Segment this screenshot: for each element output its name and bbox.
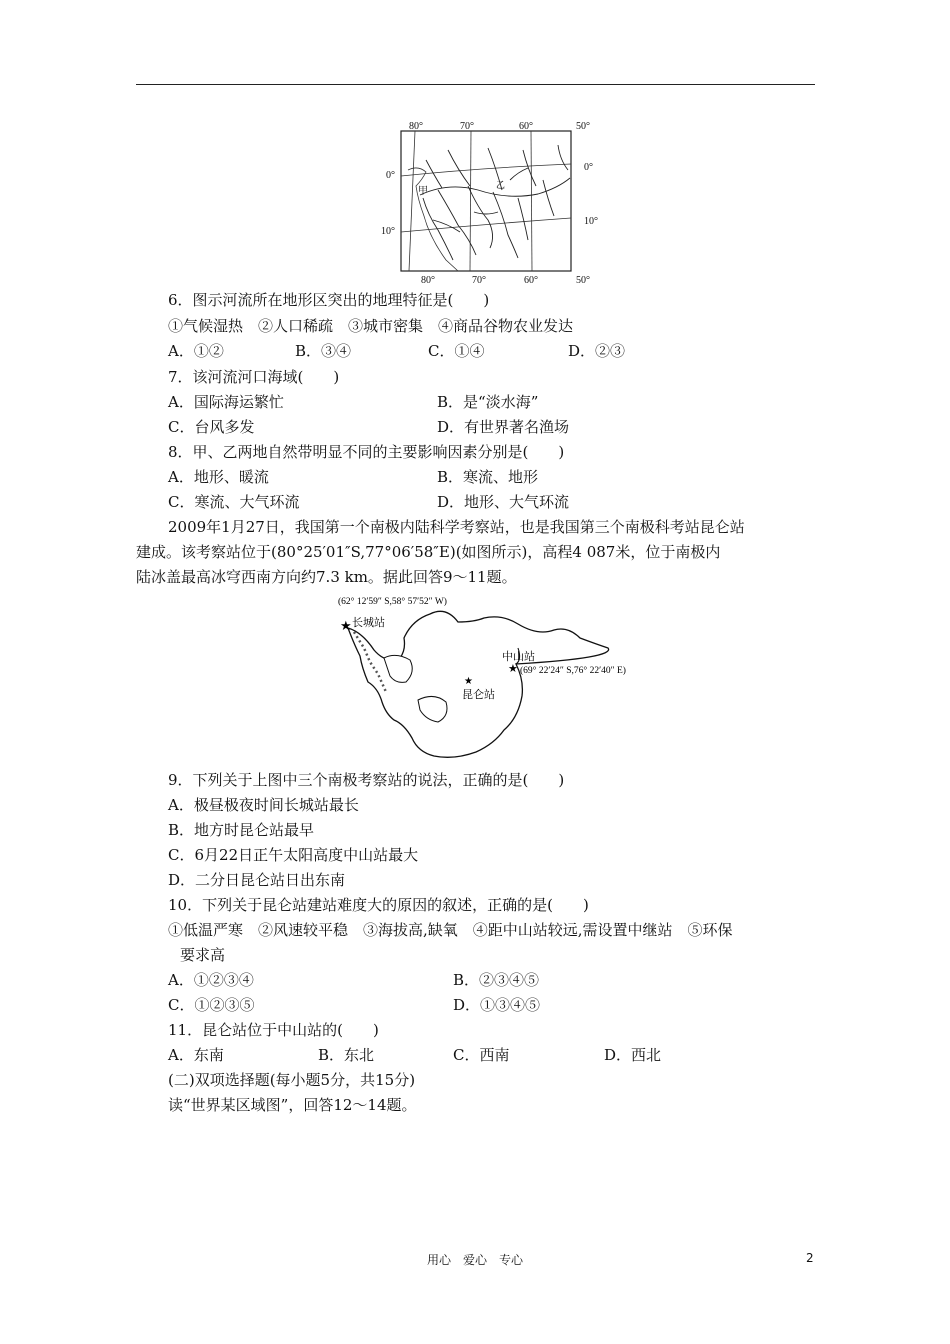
map1-left-label: 10° xyxy=(381,226,395,237)
map1-bottom-label: 60° xyxy=(524,275,538,286)
q9-option-c[interactable]: C．6月22日正午太阳高度中山站最大 xyxy=(168,846,419,864)
kunlun-star-icon: ★ xyxy=(464,676,473,687)
map1-right-label: 0° xyxy=(584,162,593,173)
q8-option-a[interactable]: A．地形、暖流 xyxy=(168,468,269,486)
q9-stem: 9．下列关于上图中三个南极考察站的说法，正确的是( ) xyxy=(168,771,565,789)
river-basin-map xyxy=(378,120,608,290)
q6-option-b[interactable]: B．③④ xyxy=(295,342,352,360)
intro-line: 2009年1月27日，我国第一个南极内陆科学考察站，也是我国第三个南极科考站昆仑站 xyxy=(168,518,745,536)
q10-option-a[interactable]: A．①②③④ xyxy=(168,971,254,989)
q6-option-d[interactable]: D．②③ xyxy=(568,342,626,360)
kunlun-label: 昆仑站 xyxy=(462,689,495,701)
map1-top-label: 60° xyxy=(519,121,533,132)
map1-left-label: 0° xyxy=(386,170,395,181)
zhongshan-star-icon: ★ xyxy=(508,663,518,675)
read-map-instruction: 读“世界某区域图”，回答12～14题。 xyxy=(168,1096,417,1114)
q6-option-c[interactable]: C．①④ xyxy=(428,342,485,360)
q7-option-b[interactable]: B．是“淡水海” xyxy=(437,393,539,411)
q10-option-d[interactable]: D．①③④⑤ xyxy=(453,996,541,1014)
q8-option-c[interactable]: C．寒流、大气环流 xyxy=(168,493,300,511)
q7-option-c[interactable]: C．台风多发 xyxy=(168,418,255,436)
map1-top-label: 70° xyxy=(460,121,474,132)
antarctica-outline xyxy=(348,611,609,757)
map1-top-label: 80° xyxy=(409,121,423,132)
q7-stem: 7．该河流河口海域( ) xyxy=(168,368,340,386)
map1-bottom-label: 70° xyxy=(472,275,486,286)
section-heading: (二)双项选择题(每小题5分，共15分) xyxy=(168,1071,416,1089)
q11-option-a[interactable]: A．东南 xyxy=(168,1046,224,1064)
q8-option-b[interactable]: B．寒流、地形 xyxy=(437,468,539,486)
place-jia: 甲 xyxy=(418,186,428,197)
q11-option-d[interactable]: D．西北 xyxy=(604,1046,662,1064)
q10-items: ①低温严寒 ②风速较平稳 ③海拔高,缺氧 ④距中山站较远,需设置中继站 ⑤环保 xyxy=(168,921,733,939)
q9-option-d[interactable]: D．二分日昆仑站日出东南 xyxy=(168,871,346,889)
q11-option-c[interactable]: C．西南 xyxy=(453,1046,510,1064)
changcheng-coord: (62° 12′59″ S,58° 57′52″ W) xyxy=(338,597,447,607)
changcheng-label: 长城站 xyxy=(352,617,385,629)
map1-bottom-label: 50° xyxy=(576,275,590,286)
q11-option-b[interactable]: B．东北 xyxy=(318,1046,375,1064)
place-yi: 乙 xyxy=(496,180,506,190)
intro-paragraph xyxy=(136,515,816,590)
q8-stem: 8．甲、乙两地自然带明显不同的主要影响因素分别是( ) xyxy=(168,443,565,461)
q9-option-a[interactable]: A．极昼极夜时间长城站最长 xyxy=(168,796,359,814)
map1-bottom-label: 80° xyxy=(421,275,435,286)
footer-motto: 用心 爱心 专心 xyxy=(426,1253,523,1267)
q8-option-d[interactable]: D．地形、大气环流 xyxy=(437,493,570,511)
q10-option-c[interactable]: C．①②③⑤ xyxy=(168,996,255,1014)
map1-top-label: 50° xyxy=(576,121,590,132)
map1-right-label: 10° xyxy=(584,216,598,227)
q6-stem: 6．图示河流所在地形区突出的地理特征是( ) xyxy=(168,291,490,309)
antarctica-map xyxy=(334,592,686,772)
intro-line: 建成。该考察站位于(80°25′01″S,77°06′58″E)(如图所示)，高程4 087米，位于南极内 xyxy=(136,543,721,561)
q10-stem: 10．下列关于昆仑站建站难度大的原因的叙述，正确的是( ) xyxy=(168,896,589,914)
q7-option-d[interactable]: D．有世界著名渔场 xyxy=(437,418,570,436)
changcheng-star-icon: ★ xyxy=(340,618,352,633)
header-rule xyxy=(136,84,815,85)
q9-option-b[interactable]: B．地方时昆仑站最早 xyxy=(168,821,315,839)
intro-line: 陆冰盖最高冰穹西南方向约7.3 km。据此回答9～11题。 xyxy=(136,568,517,586)
q11-stem: 11．昆仑站位于中山站的( ) xyxy=(168,1021,379,1039)
q6-option-a[interactable]: A．①② xyxy=(168,342,224,360)
zhongshan-coord: (69° 22′24″ S,76° 22′40″ E) xyxy=(520,666,626,676)
page-number: 2 xyxy=(806,1251,814,1265)
q10-option-b[interactable]: B．②③④⑤ xyxy=(453,971,540,989)
zhongshan-label: 中山站 xyxy=(502,651,535,663)
q10-items-cont: 要求高 xyxy=(180,946,226,964)
q6-items: ①气候湿热 ②人口稀疏 ③城市密集 ④商品谷物农业发达 xyxy=(168,317,574,335)
q7-option-a[interactable]: A．国际海运繁忙 xyxy=(168,393,284,411)
